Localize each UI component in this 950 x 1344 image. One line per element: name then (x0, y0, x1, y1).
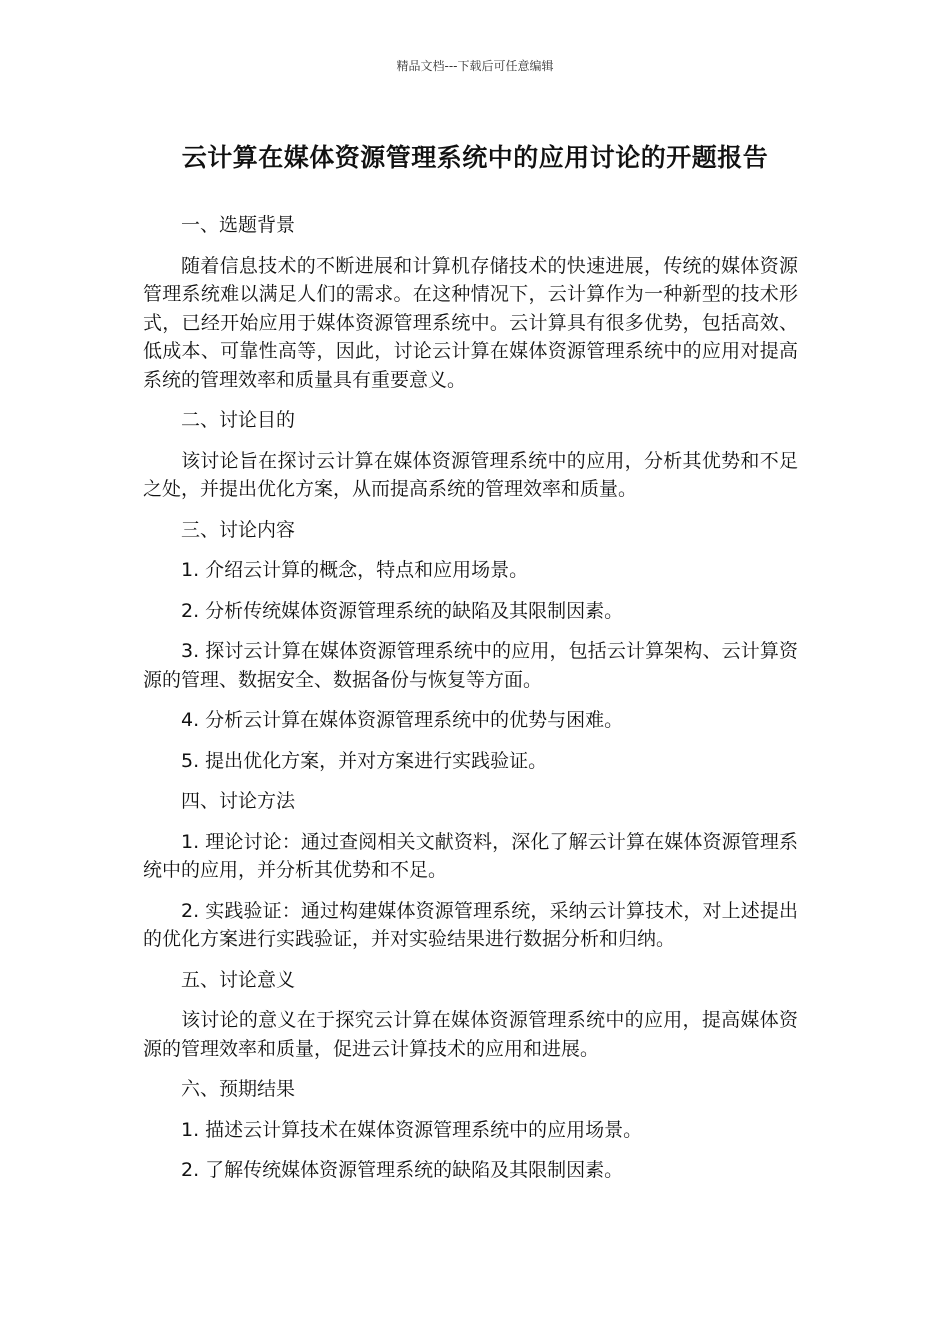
header-note: 精品文档---下载后可任意编辑 (396, 59, 554, 73)
paragraph-significance: 该讨论的意义在于探究云计算在媒体资源管理系统中的应用，提高媒体资源的管理效率和质量，促进云计算技术的应用和进展。 (143, 1009, 798, 1060)
section-heading-significance: 五、讨论意义 (181, 968, 296, 991)
section-heading-method: 四、讨论方法 (181, 790, 296, 812)
document-title: 云计算在媒体资源管理系统中的应用讨论的开题报告 (181, 143, 769, 172)
list-item-content-4: 4. 分析云计算在媒体资源管理系统中的优势与困难。 (181, 709, 624, 731)
section-heading-content: 三、讨论内容 (181, 518, 296, 541)
paragraph-background: 随着信息技术的不断进展和计算机存储技术的快速进展，传统的媒体资源管理系统难以满足人们的需求。在这种情况下，云计算作为一种新型的技术形式，已经开始应用于媒体资源管理系统中。云计算具有很多优势，包括高效、低成本、可靠性高等，因此，讨论云计算在媒体资源管理系统中的应用对提高系统的管理效率和质量具有重要意义。 (143, 254, 798, 391)
section-heading-expected-results: 六、预期结果 (181, 1078, 296, 1100)
list-item-method-2: 2. 实践验证：通过构建媒体资源管理系统，采纳云计算技术，对上述提出的优化方案进行实践验证，并对实验结果进行数据分析和归纳。 (143, 899, 798, 950)
document-body (143, 211, 798, 1197)
list-item-content-2: 2. 分析传统媒体资源管理系统的缺陷及其限制因素。 (181, 599, 624, 622)
list-item-content-5: 5. 提出优化方案，并对方案进行实践验证。 (181, 749, 548, 772)
list-item-content-1: 1. 介绍云计算的概念，特点和应用场景。 (181, 559, 529, 581)
section-heading-purpose: 二、讨论目的 (181, 409, 296, 431)
list-item-content-3: 3. 探讨云计算在媒体资源管理系统中的应用，包括云计算架构、云计算资源的管理、数据安全、数据备份与恢复等方面。 (143, 640, 798, 691)
list-item-method-1: 1. 理论讨论：通过查阅相关文献资料，深化了解云计算在媒体资源管理系统中的应用，并分析其优势和不足。 (143, 830, 798, 881)
section-heading-background: 一、选题背景 (181, 214, 296, 236)
list-item-result-1: 1. 描述云计算技术在媒体资源管理系统中的应用场景。 (181, 1118, 643, 1141)
list-item-result-2: 2. 了解传统媒体资源管理系统的缺陷及其限制因素。 (181, 1159, 624, 1181)
paragraph-purpose: 该讨论旨在探讨云计算在媒体资源管理系统中的应用，分析其优势和不足之处，并提出优化方案，从而提高系统的管理效率和质量。 (143, 449, 798, 500)
